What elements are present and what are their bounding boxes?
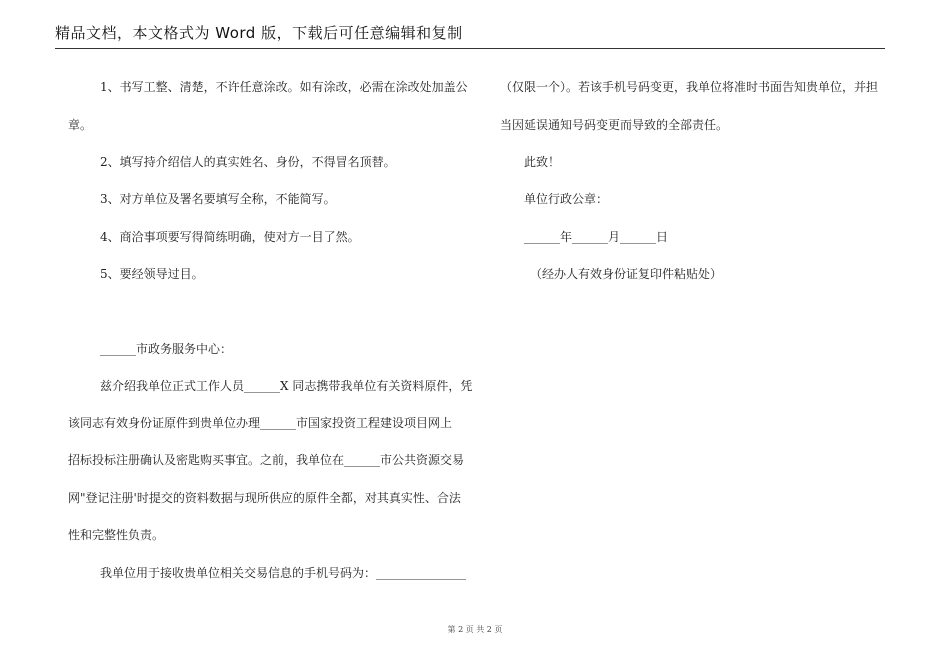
letter-body-line: 网"登记注册'时提交的资料数据与现所供应的原件全都，对其真实性、合法 xyxy=(68,491,461,505)
date-line: ______年______月______日 xyxy=(524,230,669,244)
right-text-line: （仅限一个）。若该手机号码变更，我单位将准时书面告知贵单位，并担 xyxy=(500,80,879,94)
page-number: 第 2 页 共 2 页 xyxy=(447,625,503,634)
letter-body-line: 该同志有效身份证原件到贵单位办理______市国家投资工程建设项目网上 xyxy=(68,416,453,430)
letter-body-line: 性和完整性负责。 xyxy=(68,528,165,542)
header-divider xyxy=(55,48,885,49)
rule-line: 4、商洽事项要写得简练明确，使对方一目了然。 xyxy=(100,230,360,244)
official-seal-label: 单位行政公章： xyxy=(524,192,609,206)
letter-addressee: ______市政务服务中心： xyxy=(100,342,233,356)
document-header-title: 精品文档，本文格式为 Word 版，下载后可任意编辑和复制 xyxy=(55,24,463,42)
closing-salutation: 此致！ xyxy=(524,155,561,169)
right-text-line: 当因延误通知号码变更而导致的全部责任。 xyxy=(500,118,729,132)
phone-number-line: 我单位用于接收贵单位相关交易信息的手机号码为：_______________ xyxy=(100,566,467,580)
id-copy-paste-note: （经办人有效身份证复印件粘贴处） xyxy=(530,267,723,281)
rule-line: 2、填写持介绍信人的真实姓名、身份，不得冒名顶替。 xyxy=(100,155,396,169)
rule-line: 3、对方单位及署名要填写全称，不能简写。 xyxy=(100,192,336,206)
letter-body-line: 招标投标注册确认及密匙购买事宜。之前，我单位在______市公共资源交易 xyxy=(68,453,465,467)
rule-line: 1、书写工整、清楚，不许任意涂改。如有涂改，必需在涂改处加盖公 xyxy=(100,80,468,94)
letter-body-line: 兹介绍我单位正式工作人员______X 同志携带我单位有关资料原件，凭 xyxy=(100,379,473,393)
rule-line: 章。 xyxy=(68,118,93,132)
rule-line: 5、要经领导过目。 xyxy=(100,267,204,281)
